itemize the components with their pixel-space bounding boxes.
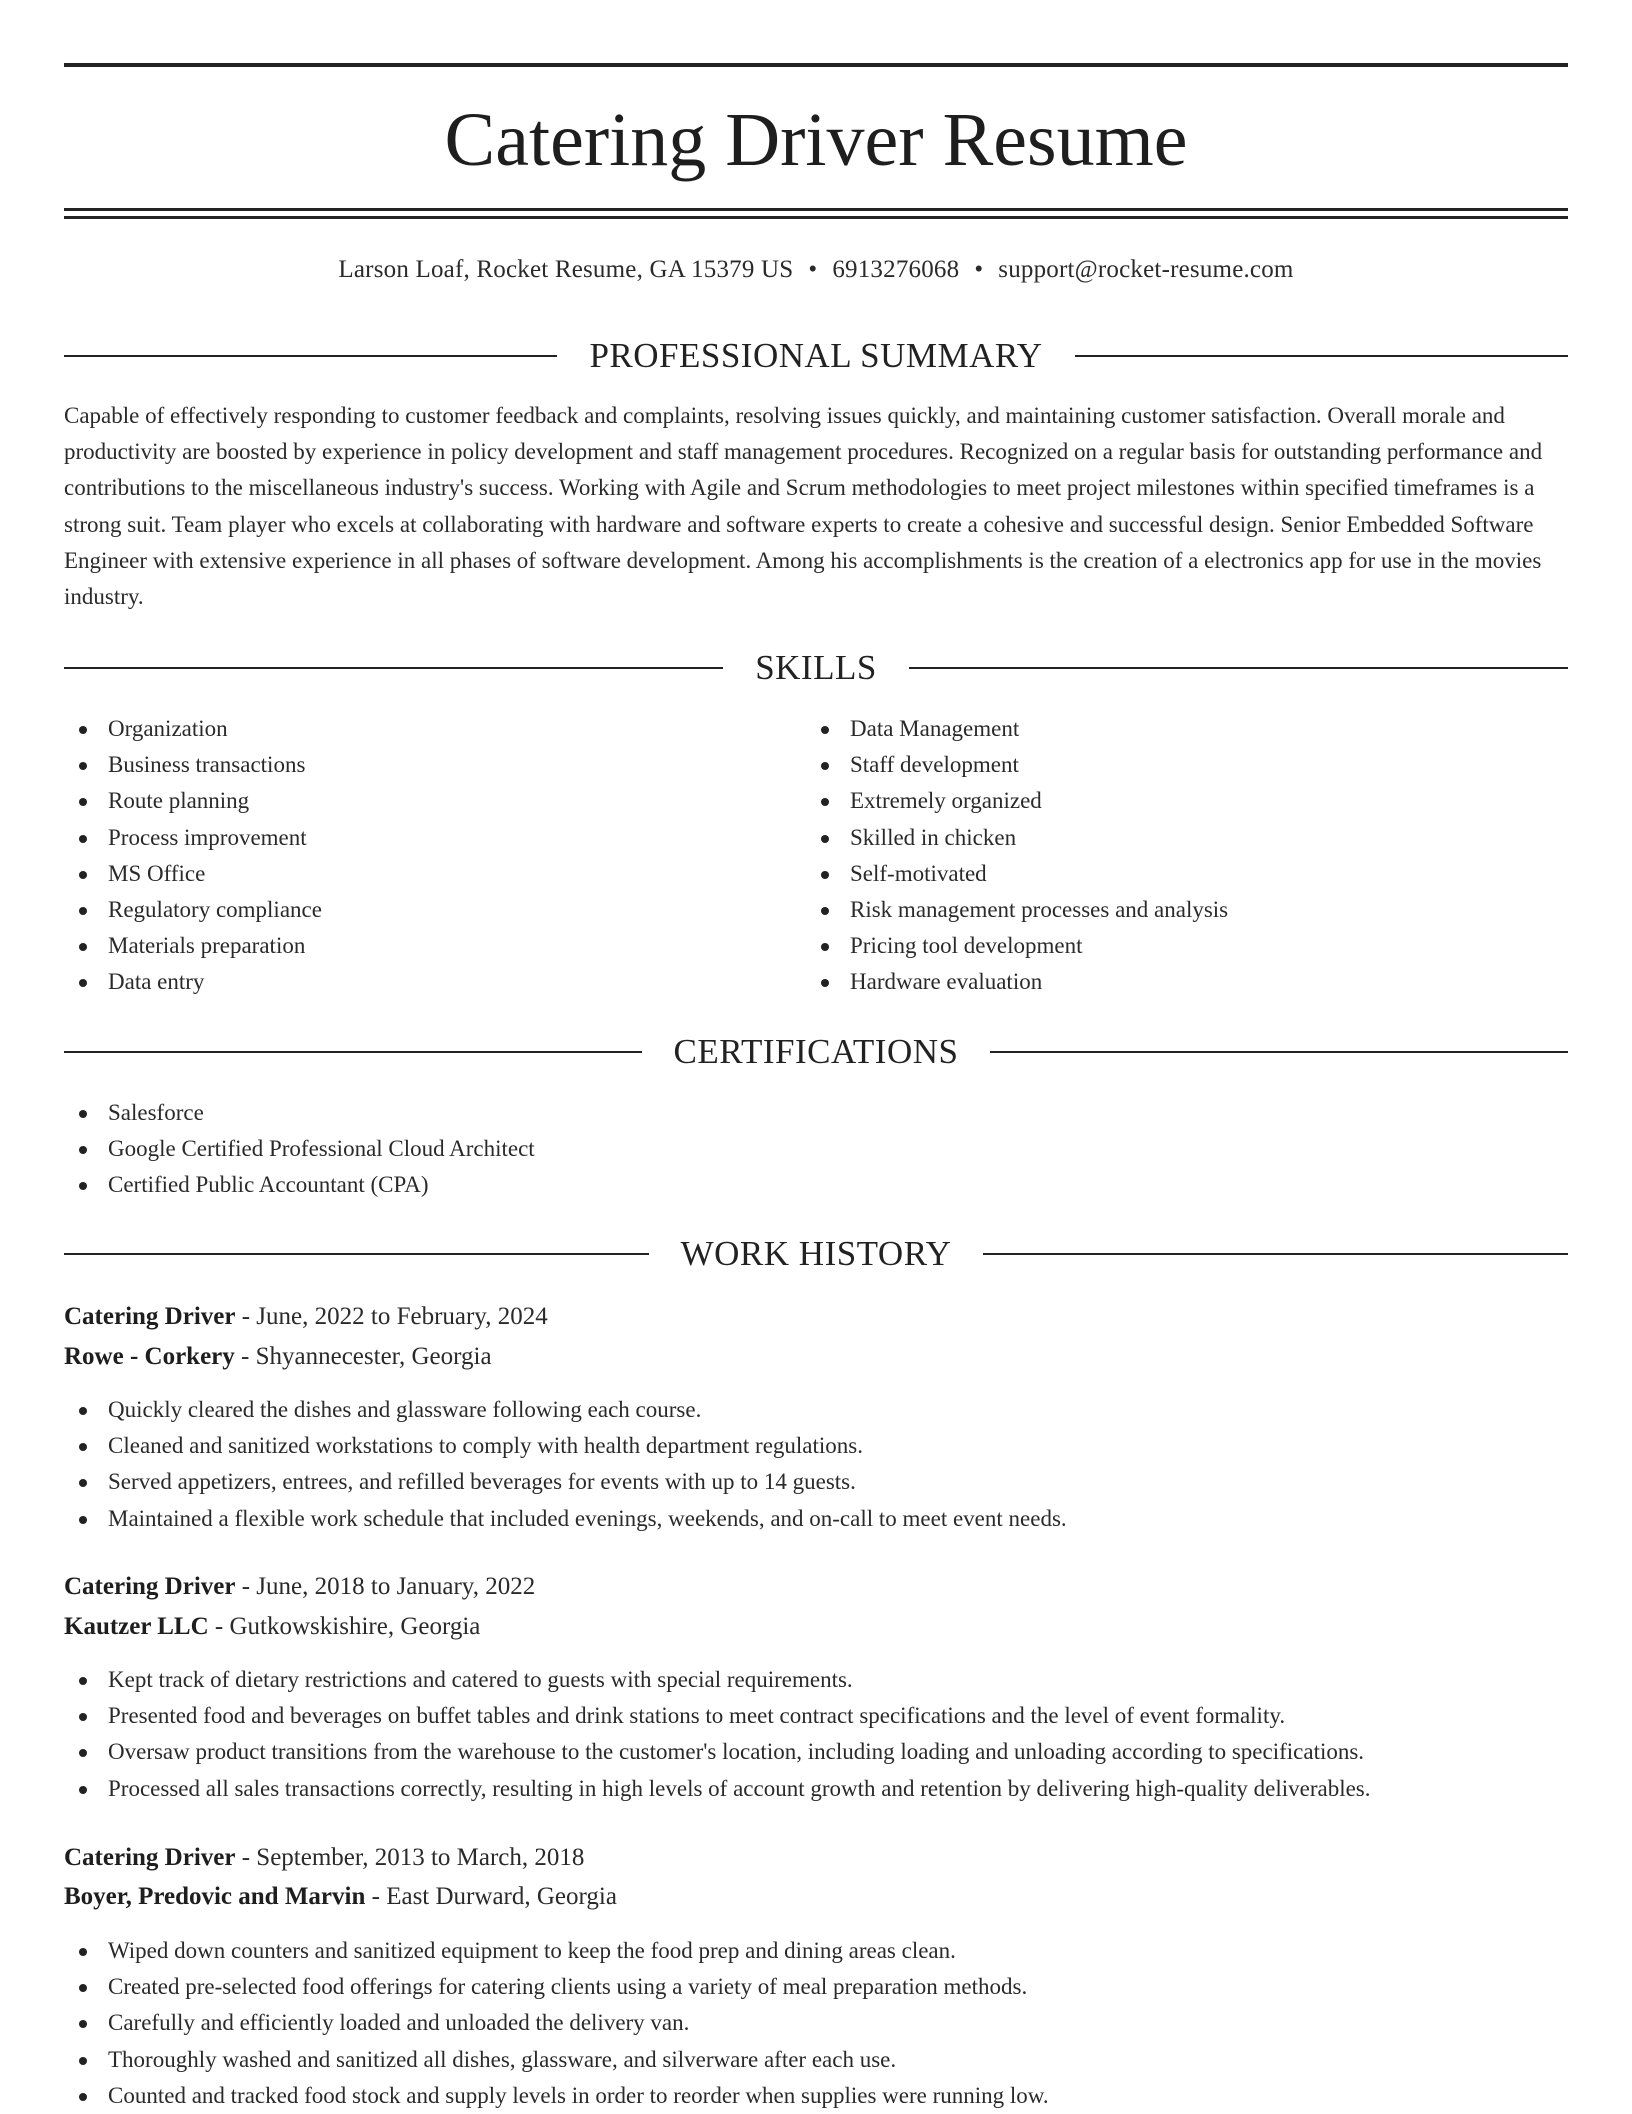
job-title-line [64, 1841, 584, 1875]
job-duties-list [64, 1392, 1067, 1537]
heading-rule-right [909, 667, 1568, 669]
skill-item: MS Office [64, 856, 322, 892]
skill-item: Skilled in chicken [806, 820, 1228, 856]
job-company: Boyer, Predovic and Marvin [64, 1883, 366, 1910]
heading-rule-left [64, 1051, 642, 1053]
job-duty-item: Presented food and beverages on buffet tables and drink stations to meet contract specifications and the level of event formality. [64, 1698, 1371, 1734]
skills-list-left [64, 711, 322, 1001]
contact-phone: 6913276068 [832, 256, 960, 283]
job-duty-item: Served appetizers, entrees, and refilled beverages for events with up to 14 guests. [64, 1464, 1067, 1500]
job-company-line [64, 1340, 492, 1374]
contact-line [64, 254, 1568, 286]
certification-item: Salesforce [64, 1095, 535, 1131]
contact-email: support@rocket-resume.com [998, 256, 1294, 283]
skill-item: Route planning [64, 783, 322, 819]
job-dates: - June, 2022 to February, 2024 [235, 1303, 548, 1330]
job-duty-item: Processed all sales transactions correctly, resulting in high levels of account growth and retention by delivering high-quality deliverables. [64, 1771, 1371, 1807]
job-title: Catering Driver [64, 1844, 236, 1871]
skill-item: Risk management processes and analysis [806, 892, 1228, 928]
section-heading-label: PROFESSIONAL SUMMARY [589, 336, 1043, 375]
job-dates: - September, 2013 to March, 2018 [235, 1844, 585, 1871]
certifications-list [64, 1095, 535, 1204]
heading-rule-right [983, 1253, 1568, 1255]
job-title-line [64, 1300, 548, 1334]
skill-item: Business transactions [64, 747, 322, 783]
job-duty-item: Carefully and efficiently loaded and unloaded the delivery van. [64, 2005, 1049, 2041]
job-company: Kautzer LLC [64, 1613, 209, 1640]
page-title: Catering Driver Resume [444, 98, 1188, 182]
skill-item: Extremely organized [806, 783, 1228, 819]
skill-item: Self-motivated [806, 856, 1228, 892]
skill-item: Materials preparation [64, 928, 322, 964]
section-heading-label: WORK HISTORY [680, 1234, 952, 1273]
certification-item: Certified Public Accountant (CPA) [64, 1167, 535, 1203]
skill-item: Staff development [806, 747, 1228, 783]
job-duty-item: Maintained a flexible work schedule that included evenings, weekends, and on-call to meet event needs. [64, 1501, 1067, 1537]
job-duties-list [64, 1933, 1049, 2114]
title-double-rule-lower [64, 216, 1568, 219]
summary-paragraph: Capable of effectively responding to customer feedback and complaints, resolving issues quickly, and maintaining customer satisfaction. Overall morale and productivity are boosted by experience in policy development and staff management procedures. Recognized on a regular basis for outstanding performance and contributions to the miscellaneous industry's success. Working with Agile and Scrum methodologies to meet project milestones within specified timeframes is a strong suit. Team player who excels at collaborating with hardware and software experts to create a cohesive and successful design. Senior Embedded Software Engineer with extensive experience in all phases of software development. Among his accomplishments is the creation of a electronics app for use in the movies industry. [64, 403, 1543, 610]
job-duty-item: Counted and tracked food stock and supply levels in order to reorder when supplies were running low. [64, 2078, 1049, 2114]
certifications-section-heading [64, 1030, 1568, 1074]
job-duty-item: Wiped down counters and sanitized equipment to keep the food prep and dining areas clean. [64, 1933, 1049, 1969]
job-location: - Shyannecester, Georgia [234, 1343, 492, 1370]
heading-rule-left [64, 1253, 649, 1255]
job-company-line [64, 1610, 480, 1644]
skill-item: Process improvement [64, 820, 322, 856]
skills-section-heading [64, 646, 1568, 690]
heading-rule-right [1075, 355, 1568, 357]
section-heading-label: SKILLS [755, 648, 877, 687]
skills-list-right [806, 711, 1228, 1001]
job-duty-item: Created pre-selected food offerings for catering clients using a variety of meal preparation methods. [64, 1969, 1049, 2005]
job-duty-item: Thoroughly washed and sanitized all dishes, glassware, and silverware after each use. [64, 2042, 1049, 2078]
skill-item: Regulatory compliance [64, 892, 322, 928]
contact-address: Larson Loaf, Rocket Resume, GA 15379 US [338, 256, 794, 283]
job-dates: - June, 2018 to January, 2022 [235, 1573, 536, 1600]
title-double-rule-upper [64, 208, 1568, 211]
job-company: Rowe - Corkery [64, 1343, 235, 1370]
skill-item: Organization [64, 711, 322, 747]
job-location: - East Durward, Georgia [365, 1883, 617, 1910]
job-duty-item: Kept track of dietary restrictions and catered to guests with special requirements. [64, 1662, 1371, 1698]
top-rule [64, 63, 1568, 67]
work-history-section-heading [64, 1232, 1568, 1276]
job-location: - Gutkowskishire, Georgia [208, 1613, 481, 1640]
skill-item: Data Management [806, 711, 1228, 747]
job-title: Catering Driver [64, 1573, 236, 1600]
summary-section-heading [64, 334, 1568, 378]
heading-rule-left [64, 667, 723, 669]
job-title: Catering Driver [64, 1303, 236, 1330]
job-title-line [64, 1570, 535, 1604]
job-duties-list [64, 1662, 1371, 1807]
job-duty-item: Oversaw product transitions from the warehouse to the customer's location, including loading and unloading according to specifications. [64, 1734, 1371, 1770]
skill-item: Data entry [64, 964, 322, 1000]
skill-item: Pricing tool development [806, 928, 1228, 964]
heading-rule-left [64, 355, 557, 357]
skill-item: Hardware evaluation [806, 964, 1228, 1000]
job-company-line [64, 1880, 617, 1914]
heading-rule-right [990, 1051, 1568, 1053]
job-duty-item: Quickly cleared the dishes and glassware following each course. [64, 1392, 1067, 1428]
certification-item: Google Certified Professional Cloud Architect [64, 1131, 535, 1167]
job-duty-item: Cleaned and sanitized workstations to comply with health department regulations. [64, 1428, 1067, 1464]
section-heading-label: CERTIFICATIONS [673, 1032, 959, 1071]
contact-separator: • [974, 256, 984, 283]
contact-separator: • [808, 256, 818, 283]
